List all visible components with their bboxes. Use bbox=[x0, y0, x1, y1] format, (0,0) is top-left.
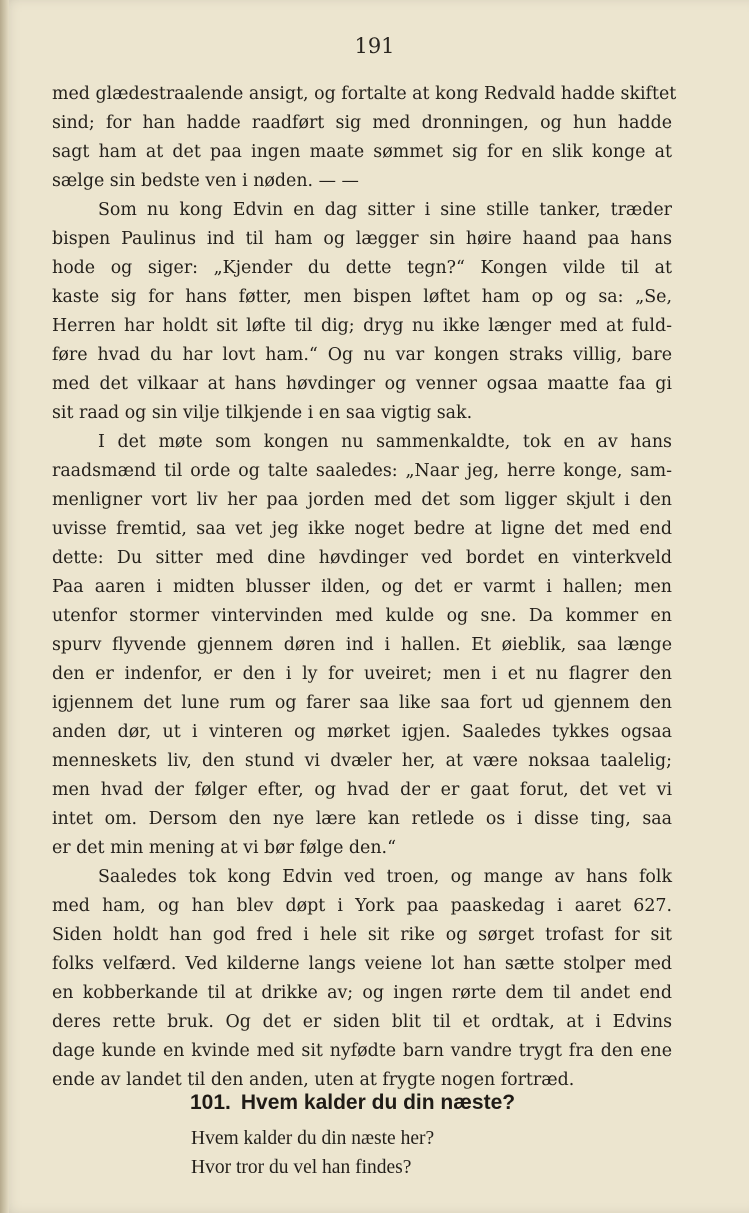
text-line: Siden holdt han god fred i hele sit rike og sørget trofast for sit bbox=[52, 925, 672, 945]
text-line: folks velfærd. Ved kilderne langs veiene lot han sætte stolper med bbox=[52, 954, 672, 974]
text-line: Som nu kong Edvin en dag sitter i sine stille tanker, træder bbox=[98, 200, 672, 220]
paragraph bbox=[52, 80, 677, 196]
text-line: I det møte som kongen nu sammenkaldte, tok en av hans bbox=[98, 432, 672, 452]
text-line: føre hvad du har lovt ham.“ Og nu var kongen straks villig, bare bbox=[52, 345, 672, 365]
text-line: Paa aaren i midten blusser ilden, og det er varmt i hallen; men bbox=[52, 577, 672, 597]
text-line: utenfor stormer vintervinden med kulde og sne. Da kommer en bbox=[52, 606, 672, 626]
text-line: uvisse fremtid, saa vet jeg ikke noget bedre at ligne det med end bbox=[52, 519, 672, 539]
text-line: anden dør, ut i vinteren og mørket igjen. Saaledes tykkes ogsaa bbox=[52, 722, 672, 742]
paragraph bbox=[52, 428, 672, 863]
text-line: men hvad der følger efter, og hvad der er gaat forut, det vet vi bbox=[52, 780, 672, 800]
paragraph bbox=[52, 196, 672, 428]
poem-excerpt bbox=[191, 1124, 434, 1182]
text-line: sind; for han hadde raadført sig med dronningen, og hun hadde bbox=[52, 113, 672, 133]
text-line: Herren har holdt sit løfte til dig; dryg nu ikke længer med at fuld- bbox=[52, 316, 672, 336]
text-line: igjennem det lune rum og farer saa like saa fort ud gjennem den bbox=[52, 693, 672, 713]
text-line: menneskets liv, den stund vi dvæler her, at være noksaa taalelig; bbox=[52, 751, 672, 771]
text-line: deres rette bruk. Og det er siden blit til et ordtak, at i Edvins bbox=[52, 1012, 672, 1032]
text-line: sit raad og sin vilje tilkjende i en saa vigtig sak. bbox=[52, 403, 473, 423]
text-line: en kobberkande til at drikke av; og ingen rørte dem til andet end bbox=[52, 983, 672, 1003]
text-line: hode og siger: „Kjender du dette tegn?“ Kongen vilde til at bbox=[52, 258, 672, 278]
body-text bbox=[52, 80, 677, 1095]
page-spine-shadow bbox=[0, 0, 9, 1213]
text-line: spurv flyvende gjennem døren ind i hallen. Et øieblik, saa længe bbox=[52, 635, 672, 655]
text-line: er det min mening at vi bør følge den.“ bbox=[52, 838, 396, 858]
text-line: kaste sig for hans føtter, men bispen løftet ham op og sa: „Se, bbox=[52, 287, 672, 307]
text-line: menligner vort liv her paa jorden med det som ligger skjult i den bbox=[52, 490, 672, 510]
text-line: ende av landet til den anden, uten at frygte nogen fortræd. bbox=[52, 1070, 575, 1090]
text-line: med det vilkaar at hans høvdinger og venner ogsaa maatte faa gi bbox=[52, 374, 672, 394]
text-line: den er indenfor, er den i ly for uveiret; men i et nu flagrer den bbox=[52, 664, 672, 684]
section-heading bbox=[190, 1091, 515, 1115]
text-line: intet om. Dersom den nye lære kan retlede os i disse ting, saa bbox=[52, 809, 672, 829]
text-line: dage kunde en kvinde med sit nyfødte barn vandre trygt fra den ene bbox=[52, 1041, 672, 1061]
paragraph bbox=[52, 863, 672, 1095]
poem-line: Hvor tror du vel han findes? bbox=[191, 1157, 412, 1178]
text-line: sælge sin bedste ven i nøden. — — bbox=[52, 171, 359, 191]
text-line: raadsmænd til orde og talte saaledes: „Naar jeg, herre konge, sam- bbox=[52, 461, 672, 481]
section-title: Hvem kalder du din næste? bbox=[240, 1091, 516, 1114]
page-number: 191 bbox=[354, 34, 395, 58]
section-number: 101. bbox=[190, 1091, 231, 1114]
text-line: Saaledes tok kong Edvin ved troen, og mange av hans folk bbox=[98, 867, 672, 887]
text-line: med glædestraalende ansigt, og fortalte at kong Redvald hadde skiftet bbox=[52, 84, 677, 104]
text-line: bispen Paulinus ind til ham og lægger sin høire haand paa hans bbox=[52, 229, 672, 249]
poem-line: Hvem kalder du din næste her? bbox=[191, 1128, 435, 1149]
text-line: dette: Du sitter med dine høvdinger ved bordet en vinterkveld bbox=[52, 548, 672, 568]
text-line: sagt ham at det paa ingen maate sømmet sig for en slik konge at bbox=[52, 142, 672, 162]
text-line: med ham, og han blev døpt i York paa paaskedag i aaret 627. bbox=[52, 896, 672, 916]
